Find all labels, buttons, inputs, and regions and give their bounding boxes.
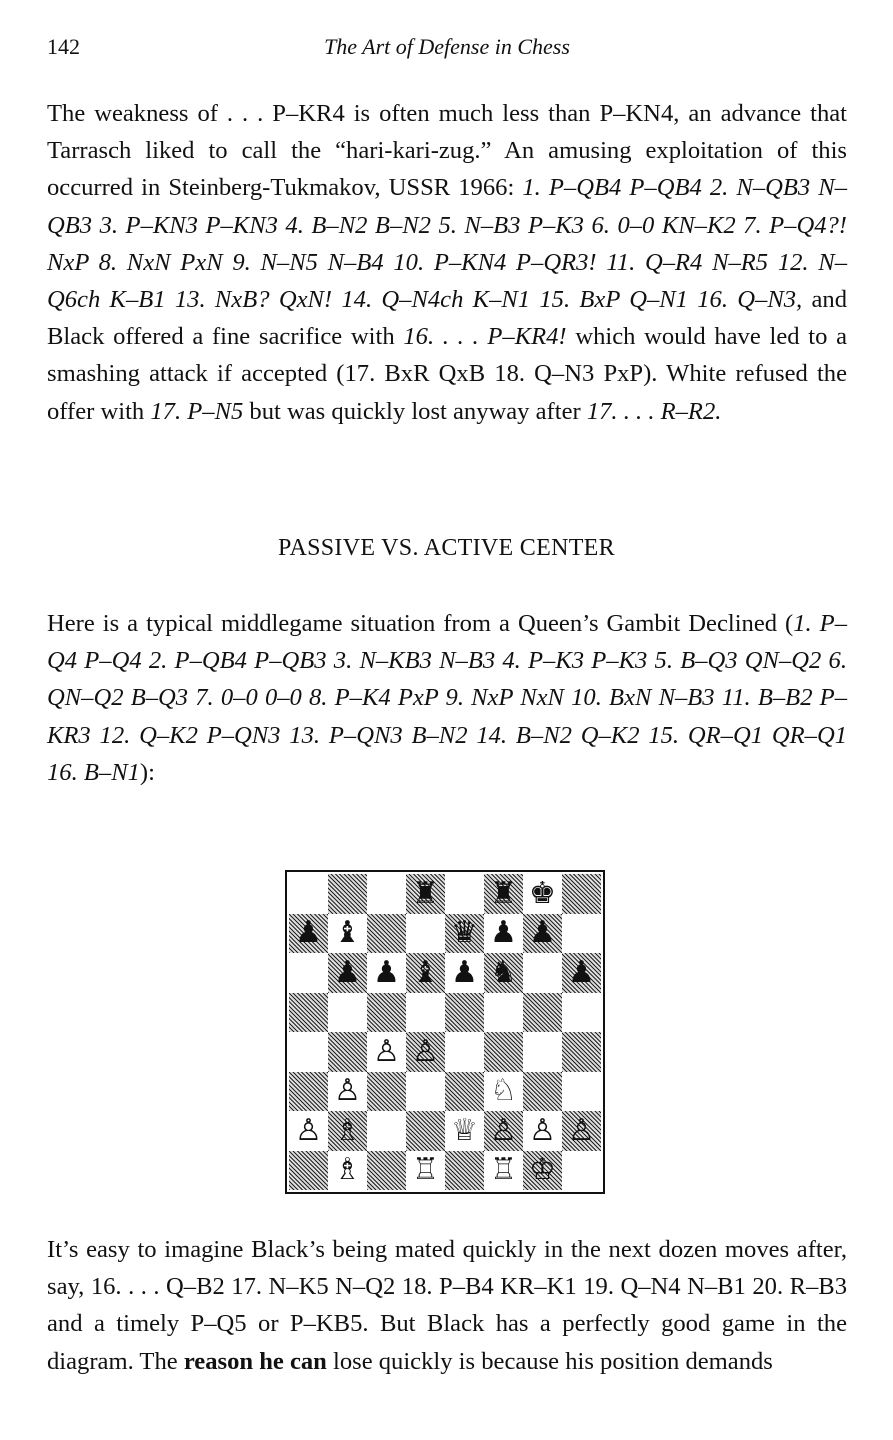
board-square [367,1151,406,1191]
board-square [289,993,328,1033]
bold-text: reason he can [183,1347,327,1375]
move-sequence: 17. . . . R–R2. [586,397,722,425]
board-square [328,874,367,914]
chess-piece: ♗ [334,1112,361,1148]
board-square [445,1032,484,1072]
chess-piece: ♕ [451,1112,478,1148]
board-square [562,953,601,993]
board-square [523,914,562,954]
board-square [523,1111,562,1151]
board-square [562,874,601,914]
board-square [484,953,523,993]
board-square [367,1032,406,1072]
board-square [406,1151,445,1191]
board-square [562,1151,601,1191]
chess-piece: ♔ [529,1152,556,1188]
chess-piece: ♖ [412,1152,439,1188]
board-square [289,874,328,914]
paragraph-analysis [47,1231,847,1380]
board-square [523,874,562,914]
board-square [289,1072,328,1112]
board-square [406,1032,445,1072]
board-square [406,914,445,954]
running-title: The Art of Defense in Chess [324,34,570,59]
chess-piece: ♗ [334,1152,361,1188]
chess-piece: ♟ [529,915,556,951]
text: Here is a typical middlegame situation from a Queen’s Gambit Declined ( [47,610,794,637]
board-square [562,914,601,954]
board-square [523,953,562,993]
board-square [445,953,484,993]
board-square [484,1151,523,1191]
board-square [445,1151,484,1191]
chess-piece: ♟ [334,954,361,990]
board-square [328,1151,367,1191]
chess-piece: ♘ [490,1073,517,1109]
board-square [562,1111,601,1151]
board-square [289,1151,328,1191]
chess-board-grid [289,874,601,1190]
chess-piece: ♙ [334,1073,361,1109]
board-square [328,993,367,1033]
board-square [328,1111,367,1151]
chess-piece: ♝ [334,915,361,951]
chess-piece: ♙ [412,1033,439,1069]
board-square [406,953,445,993]
text: and Black offered a fine sacrifice with [47,286,847,351]
page-header [47,34,847,64]
chess-piece: ♛ [451,915,478,951]
chess-piece: ♟ [295,915,322,951]
board-square [484,874,523,914]
board-square [367,953,406,993]
board-square [445,914,484,954]
chess-piece: ♟ [451,954,478,990]
text: It’s easy to imagine Black’s being mated quickly in the next dozen moves after, say, 16. . . . Q–B2 17. N–K5 N–Q2 18. P–B4 KR–K1 19. Q–N4 N–B1 20. R–B3 and a timely P–Q5 or P–KB5. But Black has a perfectly good game in the diagram. The [47,1236,847,1375]
chess-piece: ♙ [568,1112,595,1148]
text: which would have led to a smashing attack if accepted (17. BxR QxB 18. Q–N3 PxP). White refused the offer with [47,323,848,425]
page-number: 142 [47,34,80,59]
move-sequence: 1. P–Q4 P–Q4 2. P–QB4 P–QB3 3. N–KB3 N–B3 4. P–K3 P–K3 5. B–Q3 QN–Q2 6. QN–Q2 B–Q3 7. 0–0 0–0 8. P–K4 PxP 9. NxP NxN 10. BxN N–B3 11. B–B2 P–KR3 12. Q–K2 P–QN3 13. P–QN3 B–N2 14. B–N2 Q–K2 15. QR–Q1 QR–Q1 16. B–N1 [47,610,847,786]
board-square [328,914,367,954]
text: but was quickly lost anyway after [243,397,587,425]
board-square [406,993,445,1033]
chess-piece: ♜ [412,875,439,911]
chess-piece: ♟ [490,915,517,951]
board-square [562,1072,601,1112]
board-square [484,1111,523,1151]
board-square [328,1032,367,1072]
board-square [523,1032,562,1072]
chess-piece: ♟ [373,954,400,990]
move-sequence: 16. . . . P–KR4! [403,323,567,351]
board-square [484,1032,523,1072]
board-square [484,993,523,1033]
board-square [445,993,484,1033]
board-square [445,1111,484,1151]
chess-piece: ♚ [529,875,556,911]
board-square [406,874,445,914]
board-square [484,1072,523,1112]
board-square [367,914,406,954]
board-square [289,1032,328,1072]
board-square [562,993,601,1033]
chess-piece: ♙ [295,1112,322,1148]
board-square [289,1111,328,1151]
board-square [523,993,562,1033]
board-square [445,874,484,914]
move-sequence: 1. P–QB4 P–QB4 2. N–QB3 N–QB3 3. P–KN3 P–KN3 4. B–N2 B–N2 5. N–B3 P–K3 6. 0–0 KN–K2 7. P–Q4?! NxP 8. NxN PxN 9. N–N5 N–B4 10. P–KN4 P–QR3! 11. Q–R4 N–R5 12. N–Q6ch K–B1 13. NxB? QxN! 14. Q–N4ch K–N1 15. BxP Q–N1 16. Q–N3, [47,174,847,314]
board-square [523,1151,562,1191]
chess-piece: ♟ [568,954,595,990]
paragraph-steinberg-tukmakov [47,95,847,430]
chess-piece: ♝ [412,954,439,990]
chess-diagram [285,870,605,1194]
chess-piece: ♙ [529,1112,556,1148]
board-square [367,1111,406,1151]
board-square [367,993,406,1033]
chess-piece: ♙ [373,1033,400,1069]
chess-piece: ♞ [490,954,517,990]
text: ): [139,758,155,786]
board-square [406,1111,445,1151]
board-square [445,1072,484,1112]
board-square [484,914,523,954]
text: The weakness of . . . P–KR4 is often much less than P–KN4, an advance that Tarrasch liked to call the “hari-kari-zug.” An amusing exploitation of this occurred in Steinberg-Tukmakov, USSR 1966: [47,100,847,202]
board-square [406,1072,445,1112]
chess-piece: ♜ [490,875,517,911]
section-heading: PASSIVE VS. ACTIVE CENTER [278,535,615,561]
move-sequence: 17. P–N5 [150,397,244,425]
board-square [328,1072,367,1112]
board-square [367,1072,406,1112]
paragraph-qgd [47,605,847,791]
board-square [367,874,406,914]
board-square [289,914,328,954]
chess-piece: ♙ [490,1112,517,1148]
chess-piece: ♖ [490,1152,517,1188]
board-square [523,1072,562,1112]
board-square [289,953,328,993]
board-square [562,1032,601,1072]
text: lose quickly is because his position demands [326,1347,773,1375]
board-square [328,953,367,993]
